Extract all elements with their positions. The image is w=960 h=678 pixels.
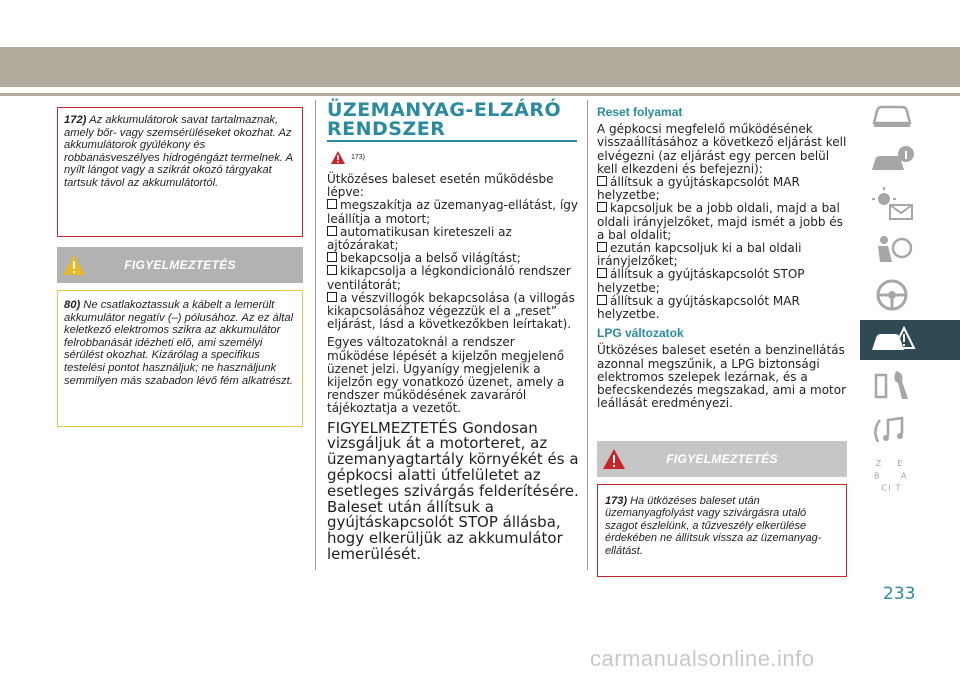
checkbox-icon — [597, 242, 607, 252]
reset-intro: A gépkocsi megfelelő működésének visszaállításához a következő eljárást kell elvégezni (az eljárást egy percen belül kell elkezdeni és befejezni): — [597, 122, 847, 176]
list-item: a vészvillogók bekapcsolása (a villogás kikapcsolásához végezzük el a „reset” eljárást, lásd a következőkben leírtakat). — [327, 290, 575, 332]
section-title-line2: RENDSZER — [327, 118, 446, 140]
page-number: 233 — [883, 584, 916, 604]
maintenance-icon — [868, 367, 916, 403]
warning-ref: 173) — [605, 495, 628, 507]
column-divider-right — [587, 100, 588, 570]
paragraph-display: Egyes változatoknál a rendszer működése lépését a kijelzőn megjelenő üzenet jelzi. Ugyanígy megjelenik a kijelzőn egy vonatkozó üzenet, amely a rendszer működésének zavaráról tájékoztatja a vezetőt. — [327, 335, 565, 416]
column-divider-left — [315, 100, 316, 570]
header-band — [0, 47, 960, 87]
index-letter: Z — [875, 458, 882, 468]
list-item: állítsuk a gyújtáskapcsolót MAR helyzetbe. — [597, 293, 800, 322]
note-text: Az akkumulátorok savat tartalmaznak, amely bőr- vagy szemsérüléseket okozhat. Az akkumulátorok gyúlékony és robbanásveszélyes hidrogéngázt termelnek. A nyílt lángot vagy a szikrát okozó tárgyakat tartsuk távol az akkumulátortól. — [64, 114, 293, 189]
warning-text: Ha ütközéses baleset után üzemanyagfolyást vagy szivárgásra utaló szagot észlelünk, a tűzveszély elkerülése érdekében ne állítsuk vissza az üzemanyag-ellátást. — [605, 495, 822, 557]
warning-label: FIGYELMEZTETÉS — [124, 258, 236, 272]
right-text — [597, 106, 849, 416]
section-title-line1: ÜZEMANYAG-ELZÁRÓ — [327, 99, 562, 121]
reset-heading: Reset folyamat — [597, 105, 683, 119]
warning-yellow-icon — [62, 253, 86, 277]
index-letter: C — [881, 482, 887, 493]
list-item: kikapcsolja a légkondicionáló rendszer ventilátorát; — [327, 264, 571, 292]
warning-header-left — [57, 247, 303, 283]
ref-number: 173) — [351, 154, 366, 161]
index-letter: T — [895, 482, 901, 493]
lights-icon — [868, 187, 916, 223]
list-item: kapcsoljuk be a jobb oldali, majd a bal oldali irányjelzőket, majd ismét a jobb és a bal oldalit; — [597, 201, 843, 242]
multimedia-icon — [868, 412, 916, 448]
tab-index[interactable] — [860, 455, 960, 495]
checkbox-icon — [327, 226, 337, 236]
tab-maintenance[interactable] — [860, 365, 960, 405]
note-box-172 — [57, 107, 303, 237]
checkbox-icon — [327, 252, 337, 262]
note-ref: 172) — [64, 114, 87, 126]
lpg-heading: LPG változatok — [597, 326, 684, 341]
steering-wheel-icon — [868, 277, 916, 313]
warning-text: Ne csatlakoztassuk a kábelt a lemerült akkumulátor negatív (–) pólusához. Az ez által keletkező elektromos szikra az akkumulátor felrobbanását idézheti elő, ami személyi sérülést okozhat. Kizárólag a specifikus testelési pontot használjuk; ne használjunk semmilyen más szabadon lévő fém alkatrészt. — [64, 299, 294, 387]
warning-box-80 — [57, 290, 303, 427]
index-icon — [868, 457, 916, 493]
header-rule — [0, 93, 960, 96]
list-item: ezután kapcsoljuk ki a bal oldali irányjelzőket; — [597, 241, 802, 269]
checkbox-icon — [597, 268, 607, 278]
section-title-rule — [327, 140, 577, 142]
tab-airbag[interactable] — [860, 230, 960, 270]
tab-car-info[interactable] — [860, 140, 960, 180]
middle-text — [327, 173, 579, 568]
tab-multimedia[interactable] — [860, 410, 960, 450]
checkbox-icon — [327, 292, 337, 302]
section-title — [327, 101, 577, 139]
intro-text: Ütközéses baleset esetén működésbe lépve: — [327, 172, 554, 200]
index-letter: B — [874, 470, 880, 481]
list-item: megszakítja az üzemanyag-ellátást, így leállítja a motort; — [327, 198, 578, 226]
checkbox-icon — [597, 202, 607, 212]
car-top-icon — [868, 97, 916, 133]
watermark-text: carmanualsonline.info — [590, 646, 815, 671]
warning-ref-173 — [330, 150, 365, 165]
list-item: automatikusan kireteszeli az ajtózárakat; — [327, 224, 512, 253]
warning-box-173 — [597, 484, 847, 577]
paragraph-warning: FIGYELMEZTETÉS Gondosan vizsgáljuk át a motorteret, az üzemanyagtartály környékét és a gépkocsi alatti útfelületet az esetleges szivárgás felderítésére. Baleset után állítsuk a gyújtáskapcsolót STOP állásba, hogy elkerüljük az akkumulátor lemerülését. — [327, 418, 579, 564]
car-info-icon — [868, 142, 916, 178]
warning-ref: 80) — [64, 299, 81, 311]
warning-red-icon — [602, 447, 626, 471]
emergency-icon — [868, 322, 916, 358]
warning-header-right — [597, 441, 847, 477]
checkbox-icon — [327, 265, 337, 275]
warning-red-icon — [330, 150, 346, 165]
tab-steering[interactable] — [860, 275, 960, 315]
checkbox-icon — [597, 295, 607, 305]
index-letter: E — [897, 458, 903, 468]
list-item: bekapcsolja a belső világítást; — [327, 252, 579, 265]
list-item: állítsuk a gyújtáskapcsolót STOP helyzetbe; — [597, 267, 805, 295]
tab-car-top[interactable] — [860, 95, 960, 135]
checkbox-icon — [327, 199, 337, 209]
warning-label: FIGYELMEZTETÉS — [666, 452, 778, 466]
list-item: állítsuk a gyújtáskapcsolót MAR helyzetbe; — [597, 175, 800, 203]
index-letter: A — [901, 470, 907, 481]
airbag-icon — [868, 232, 916, 268]
checkbox-icon — [597, 176, 607, 186]
lpg-text: Ütközéses baleset esetén a benzinellátás azonnal megszűnik, a LPG biztonsági elektromos szelepek lezárnak, és a befecskendezés megszakad, ami a motor leállását eredményezi. — [597, 343, 847, 411]
tab-lights[interactable] — [860, 185, 960, 225]
index-letter: I — [888, 482, 891, 493]
tab-emergency[interactable] — [860, 320, 960, 360]
